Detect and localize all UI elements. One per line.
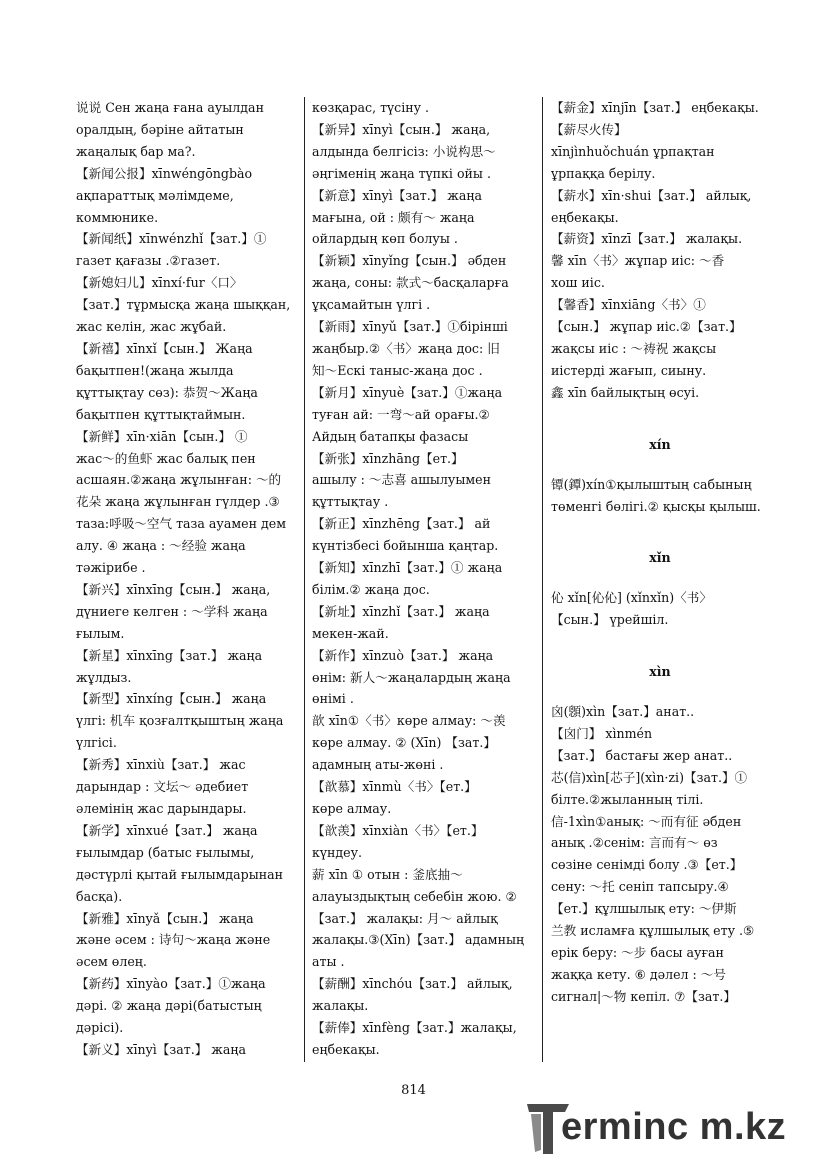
col2-line: 【新异】xīnyì【сын.】 жаңа, — [312, 121, 491, 137]
col1-line: тәжірибе . — [76, 560, 146, 576]
col1-line: дәрі. ② жаңа дәрі(батыстың — [76, 998, 262, 1014]
col3b-line: 镡(鐔)xín①қылыштың сабының — [551, 476, 752, 492]
col3a-line: 【сын.】 жұпар иіс.②【зат.】 — [551, 319, 742, 335]
col2-line: 【新正】xīnzhēng【зат.】 ай — [312, 516, 491, 532]
col3a-line: жақсы иіс : ～祷祝 жақсы — [551, 340, 717, 356]
col1-line: 【新鲜】xīn·xiān【сын.】 ① — [76, 428, 248, 444]
col1-line: оралдың, бәріне айтатын — [76, 121, 244, 137]
termincom-logo — [525, 1100, 815, 1160]
col2-line: еңбекақы. — [312, 1041, 380, 1057]
col1-line: дүниеге келген : ～学科 жаңа — [76, 603, 268, 619]
col2-line: 歆 xīn①〈书〉көре алмау: ～羡 — [312, 713, 506, 729]
col3a-line: хош иіс. — [551, 275, 605, 291]
col1-line: 【зат.】тұрмысқа жаңа шыққан, — [76, 297, 291, 313]
col2-line: көре алмау. — [312, 801, 392, 816]
col3c-line: 【сын.】 үрейшіл. — [551, 612, 669, 628]
col2-line: ашылу : ～志喜 ашылуымен — [312, 472, 491, 488]
col2-line: 知～Ескі таныс-жаңа дос . — [312, 362, 483, 378]
col2-line: 【新张】xīnzhāng【ет.】 — [312, 450, 464, 466]
col2-line: 【新址】xīnzhǐ【зат.】 жаңа — [312, 603, 490, 619]
section-heading-xin-third-tone: xǐn — [649, 550, 671, 566]
col2-line: 【新意】xīnyì【зат.】 жаңа — [312, 187, 482, 203]
entries-xin-third-tone — [551, 587, 769, 631]
col3d-line: сөзіне сенімді болу .③【ет.】 — [551, 857, 743, 873]
col1-line: 【新禧】xīnxǐ【сын.】 Жаңа — [76, 340, 253, 356]
col2-line: ұқсамайтын үлгі . — [312, 297, 431, 313]
col2-line: 【薪俸】xīnfèng【зат.】жалақы, — [312, 1020, 517, 1036]
col2-line: 【新颖】xīnyǐng【сын.】 әбден — [312, 253, 507, 269]
col3a-line: ұрпаққа берілу. — [551, 165, 656, 181]
col3c-line: 伈 xǐn[伈伈] (xǐnxǐn)〈书〉 — [551, 590, 712, 606]
col2-line: адамның аты-жөні . — [312, 757, 444, 773]
col1-line: әлемінің жас дарындары. — [76, 801, 247, 816]
col3a-line: иістерді жағып, сиыну. — [551, 362, 707, 378]
col1-line: 【新媳妇儿】xīnxí·fur〈口〉 — [76, 275, 243, 291]
column-1 — [76, 97, 297, 1061]
col2-line: Айдың батапқы фазасы — [312, 428, 469, 444]
col2-line: көре алмау. ② (Xīn) 【зат.】 — [312, 735, 496, 751]
col3a-line: 【薪资】xīnzī【зат.】 жалақы. — [551, 231, 743, 247]
col2-line: 【歆慕】xīnmù〈书〉【ет.】 — [312, 779, 477, 795]
col2-line: аты . — [312, 954, 345, 970]
col3d-line: 【囟门】 xìnmén — [551, 725, 653, 741]
col1-line: жас келін, жас жұбай. — [76, 319, 227, 335]
col2-line: жаңбыр.②〈书〉жаңа дос: 旧 — [312, 340, 500, 356]
col1-line: жұлдыз. — [76, 669, 132, 685]
col1-line: таза:呼吸～空气 таза ауамен дем — [76, 516, 286, 532]
col2-line: 【新知】xīnzhī【зат.】① жаңа — [312, 560, 503, 576]
col1-line: үлгісі. — [76, 735, 117, 751]
col1-line: 【新星】xīnxīng【зат.】 жаңа — [76, 647, 263, 663]
col2-line: күндеу. — [312, 844, 362, 860]
col1-line: әсем өлең. — [76, 954, 147, 970]
col2-line: алдында белгісіз: 小说构思～ — [312, 143, 496, 159]
logo-text: erminc m.kz — [561, 1106, 787, 1148]
col1-line: ақпараттық мәлімдеме, — [76, 187, 234, 203]
col2-line: алауыздықтың себебін жою. ② — [312, 888, 517, 904]
section-heading-xin-fourth-tone: xìn — [649, 664, 671, 680]
column-divider — [542, 97, 543, 1062]
col2-line: өнім: 新人～жаңалардың жаңа — [312, 669, 511, 685]
col3a-line: 馨 xīn〈书〉жұпар иіс: ～香 — [551, 253, 725, 269]
col1-line: 【新学】xīnxué【зат.】 жаңа — [76, 822, 258, 838]
col2-line: жалақы.③(Xīn)【зат.】 адамның — [312, 932, 525, 948]
col2-line: 【新雨】xīnyǔ【зат.】①бірінші — [312, 319, 508, 335]
col1-line: 【新雅】xīnyǎ【сын.】 жаңа — [76, 910, 254, 926]
col1-line: 【新闻纸】xīnwénzhǐ【зат.】① — [76, 231, 267, 247]
column-divider — [304, 97, 305, 1062]
col3d-line: жаққа кету. ⑥ дәлел : ～号 — [551, 966, 726, 982]
col1-line: дәстүрлі қытай ғылымдарынан — [76, 866, 284, 882]
col2-line: 【歆羡】xīnxiàn〈书〉【ет.】 — [312, 822, 484, 838]
col2-line: 【新月】xīnyuè【зат.】①жаңа — [312, 384, 503, 400]
col3b-line: төменгі бөлігі.② қысқы қылыш. — [551, 498, 761, 514]
col1-line: басқа). — [76, 888, 123, 904]
col3a-line: 鑫 xīn байлықтың өсуі. — [551, 384, 700, 400]
col1-line: алу. ④ жаңа : ～经验 жаңа — [76, 538, 246, 554]
entries-xin-second-tone — [551, 474, 769, 518]
col3d-line: 【зат.】 бастағы жер анат.. — [551, 747, 733, 763]
col3a-line: еңбекақы. — [551, 209, 619, 225]
column-2 — [312, 97, 532, 1061]
col2-line: әңгіменің жаңа түпкі ойы . — [312, 165, 491, 181]
col3d-line: сигнал|～物 кепіл. ⑦【зат.】 — [551, 988, 736, 1004]
col3d-line: 【ет.】құлшылық ету: ～伊斯 — [551, 901, 737, 917]
col1-line: бақытпен құттықтаймын. — [76, 406, 246, 422]
col1-line: ғылымдар (батыс ғылымы, — [76, 844, 255, 860]
col1-line: үлгі: 机车 қозғалтқыштың жаңа — [76, 713, 284, 729]
col2-line: жаңа, соны: 款式～басқаларға — [312, 275, 509, 291]
col3a-line: 【薪水】xīn·shui【зат.】 айлық, — [551, 187, 752, 203]
col2-line: күнтізбесі бойынша қаңтар. — [312, 538, 499, 554]
col2-line: мағына, ой : 颇有～ жаңа — [312, 209, 475, 225]
col1-line: 【新义】xīnyì【зат.】 жаңа — [76, 1041, 246, 1057]
col2-line: көзқарас, түсіну . — [312, 100, 430, 115]
col1-line: 【新秀】xīnxiù【зат.】 жас — [76, 757, 246, 773]
column-3 — [551, 97, 769, 1008]
entries-xin-first-tone — [551, 97, 769, 404]
col1-line: және әсем : 诗句～жаңа және — [76, 932, 271, 948]
col1-line: газет қағазы .②газет. — [76, 253, 221, 269]
col2-line: жалақы. — [312, 998, 369, 1014]
col3d-line: 兰教 исламға құлшылық ету .⑤ — [551, 923, 755, 939]
col2-line: құттықтау . — [312, 494, 389, 510]
col2-line: ойлардың көп болуы . — [312, 231, 458, 247]
col3d-line: ерік беру: ～步 басы ауған — [551, 945, 724, 960]
col3a-line: 【馨香】xīnxiāng〈书〉① — [551, 297, 706, 313]
col3d-line: білте.②жыланның тілі. — [551, 791, 704, 807]
col3d-line: 信-1xìn①анық: ～而有征 әбден — [551, 813, 742, 829]
col2-line: мекен-жай. — [312, 625, 389, 641]
col1-line: коммюнике. — [76, 209, 159, 225]
col1-line: бақытпен!(жаңа жылда — [76, 362, 234, 378]
col1-line: 花朵 жаңа жұлынған гүлдер .③ — [76, 494, 280, 510]
col3d-line: 芯(信)xìn[芯子](xìn·zi)【зат.】① — [551, 769, 748, 785]
col2-line: 【зат.】 жалақы: 月～ айлық — [312, 910, 498, 926]
col1-line: құттықтау сөз): 恭贺～Жаңа — [76, 384, 258, 400]
col1-line: дәрісі). — [76, 1020, 124, 1036]
col3d-line: сену: ～托 сеніп тапсыру.④ — [551, 879, 729, 895]
col2-line: 薪 xīn ① отын : 釜底抽～ — [312, 866, 463, 882]
col1-line: 【新兴】xīnxīng【сын.】 жаңа, — [76, 581, 271, 597]
col1-line: дарындар : 文坛～ әдебиет — [76, 779, 249, 795]
col3a-line: 【薪尽火传】 — [551, 121, 627, 137]
col1-line: 【新闻公报】xīnwéngōngbào — [76, 165, 253, 181]
col1-line: ғылым. — [76, 625, 125, 641]
col2-line: білім.② жаңа дос. — [312, 581, 430, 597]
col1-line: 说说 Сен жаңа ғана ауылдан — [76, 100, 264, 115]
col1-line: жас～的鱼虾 жас балық пен — [76, 450, 256, 466]
col2-line: туған ай: 一弯～ай орағы.② — [312, 406, 490, 422]
col2-line: өнімі . — [312, 691, 354, 707]
col2-line: 【薪酬】xīnchóu【зат.】 айлық, — [312, 976, 513, 992]
page-number: 814 — [401, 1083, 426, 1098]
col3d-line: анық .②сенім: 言而有～ өз — [551, 835, 718, 851]
col1-line: 【新药】xīnyào【зат.】①жаңа — [76, 976, 266, 992]
entries-xin-fourth-tone — [551, 701, 769, 1008]
col1-line: 【新型】xīnxíng【сын.】 жаңа — [76, 691, 267, 707]
col3d-line: 囟(顖)xìn【зат.】анат.. — [551, 704, 695, 720]
section-heading-xin-second-tone: xín — [649, 436, 671, 452]
col2-line: 【新作】xīnzuò【зат.】 жаңа — [312, 647, 494, 663]
col3a-line: xīnjìnhuǒchuán ұрпақтан — [551, 143, 715, 159]
col1-line: асшаян.②жаңа жұлынған: ～的 — [76, 472, 282, 488]
col1-line: жаңалық бар ма?. — [76, 143, 196, 159]
col3a-line: 【薪金】xīnjīn【зат.】 еңбекақы. — [551, 100, 759, 115]
